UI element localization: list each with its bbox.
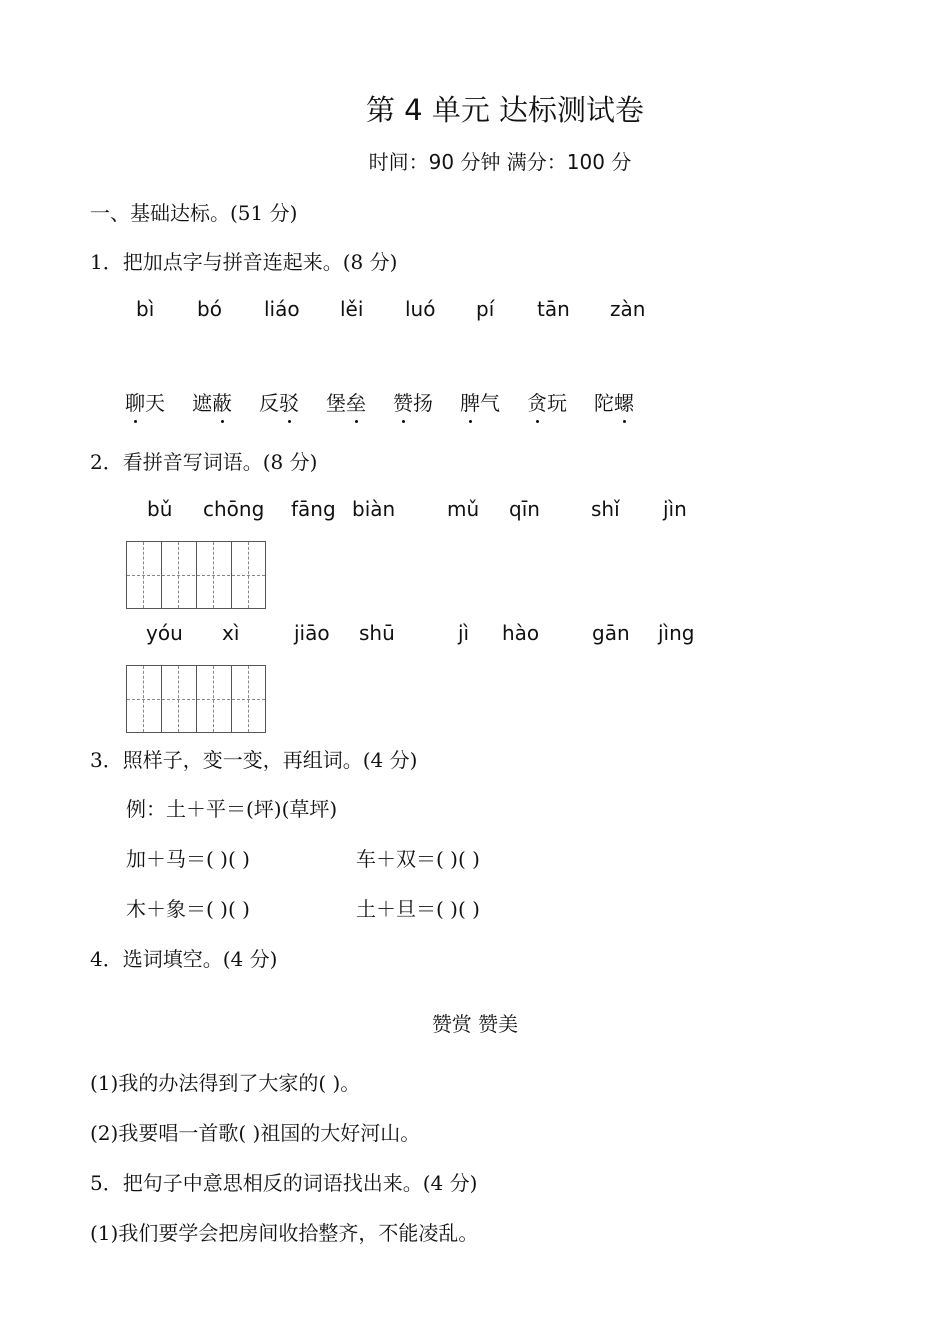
q1-pinyin-item[interactable]: liáo [264,297,300,321]
writing-grid-1[interactable] [126,541,266,609]
plain-character: 堡 [326,391,346,415]
q2-pinyin-item: shǐ [591,497,620,521]
plain-character: 扬 [413,391,433,415]
q2-pinyin-item: jìn [663,497,687,521]
dotted-character: 驳 [279,391,299,415]
q2-pinyin-item: fāng [291,497,336,521]
question-5-heading: 5．把句子中意思相反的词语找出来。(4 分) [90,1171,478,1195]
question-1-heading: 1．把加点字与拼音连起来。(8 分) [90,250,398,274]
dotted-character: 垒 [346,391,366,415]
q1-pinyin-item[interactable]: zàn [610,297,646,321]
q1-word-item[interactable] [259,391,299,415]
q2-pinyin-item: biàn [352,497,396,521]
plain-character: 气 [480,391,500,415]
plain-character: 反 [259,391,279,415]
q1-pinyin-item[interactable]: tān [537,297,570,321]
q4-sentence-1[interactable]: (1)我的办法得到了大家的( )。 [90,1071,361,1095]
q3-item-2[interactable]: 车＋双＝( )( ) [356,847,480,871]
q2-pinyin-item: chōng [203,497,265,521]
question-2-heading: 2．看拼音写词语。(8 分) [90,450,318,474]
dotted-character: 螺 [614,391,634,415]
q1-word-item[interactable] [594,391,634,415]
q2-pinyin-item: hào [502,621,540,645]
q4-word-choices: 赞赏 赞美 [431,1012,519,1036]
q2-pinyin-item: yóu [146,621,183,645]
q2-pinyin-item: jiāo [294,621,330,645]
q2-pinyin-item: jìng [658,621,695,645]
q2-pinyin-item: qīn [509,497,540,521]
q2-pinyin-item: bǔ [147,497,173,521]
q1-pinyin-item[interactable]: pí [476,297,495,321]
page-title: 第 4 单元 达标测试卷 [365,93,645,127]
q1-word-item[interactable] [527,391,567,415]
q1-pinyin-item[interactable]: lěi [340,297,364,321]
q1-pinyin-item[interactable]: bó [197,297,222,321]
dotted-character: 贪 [527,391,547,415]
dotted-character: 脾 [460,391,480,415]
q3-item-3[interactable]: 木＋象＝( )( ) [126,897,250,921]
q1-word-item[interactable] [125,391,165,415]
question-4-heading: 4．选词填空。(4 分) [90,947,278,971]
plain-character: 天 [145,391,165,415]
q1-word-item[interactable] [460,391,500,415]
q2-pinyin-item: mǔ [447,497,480,521]
question-3-heading: 3．照样子，变一变，再组词。(4 分) [90,748,418,772]
q1-word-item[interactable] [326,391,366,415]
q5-sentence-1[interactable]: (1)我们要学会把房间收拾整齐，不能凌乱。 [90,1221,479,1245]
writing-grid-2[interactable] [126,665,266,733]
q2-pinyin-item: jì [458,621,470,645]
section-heading: 一、基础达标。(51 分) [90,201,298,225]
plain-character: 陀 [594,391,614,415]
q3-item-4[interactable]: 土＋旦＝( )( ) [356,897,480,921]
q2-pinyin-item: xì [222,621,240,645]
dotted-character: 聊 [125,391,145,415]
dotted-character: 赞 [393,391,413,415]
exam-meta: 时间：90 分钟 满分：100 分 [368,150,632,174]
q4-sentence-2[interactable]: (2)我要唱一首歌( )祖国的大好河山。 [90,1121,421,1145]
q1-pinyin-item[interactable]: bì [136,297,155,321]
q1-word-item[interactable] [192,391,232,415]
plain-character: 玩 [547,391,567,415]
q3-item-1[interactable]: 加＋马＝( )( ) [126,847,250,871]
q3-example: 例：土＋平＝(坪)(草坪) [126,797,338,821]
q1-word-item[interactable] [393,391,433,415]
dotted-character: 蔽 [212,391,232,415]
q2-pinyin-item: shū [359,621,395,645]
q2-pinyin-item: gān [592,621,630,645]
plain-character: 遮 [192,391,212,415]
q1-pinyin-item[interactable]: luó [405,297,436,321]
